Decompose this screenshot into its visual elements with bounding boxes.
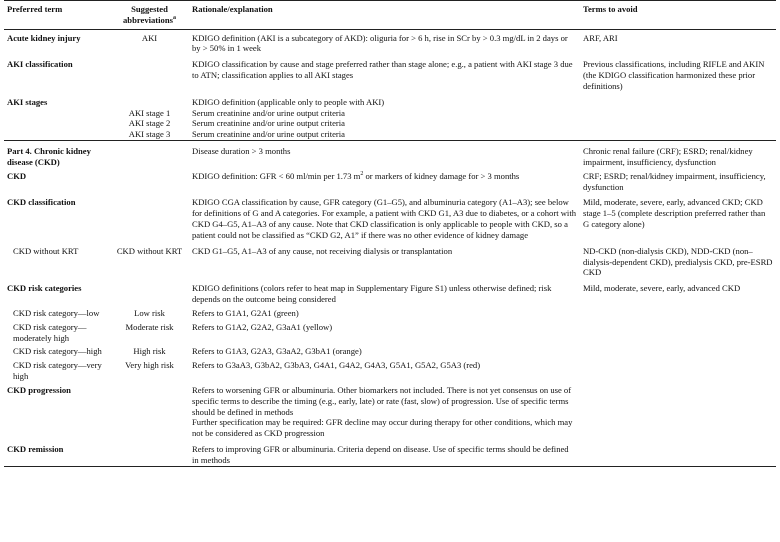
term-cell: CKD remission	[7, 443, 64, 454]
avoid-cell	[580, 439, 776, 466]
avoid-cell	[580, 357, 776, 382]
table-row	[4, 357, 776, 382]
rationale-cell: CKD G1–G5, A1–A3 of any cause, not receiving dialysis or transplantation	[192, 245, 453, 256]
avoid-cell: CRF; ESRD; renal/kidney impairment, insufficiency, dysfunction	[583, 170, 766, 192]
rationale-cell: Serum creatinine and/or urine output criteria	[192, 129, 345, 140]
avoid-cell	[580, 319, 776, 344]
abbr-cell	[110, 278, 189, 305]
abbr-cell	[110, 54, 189, 91]
term-cell: CKD progression	[7, 384, 71, 395]
table-row	[4, 141, 776, 168]
abbr-cell: Moderate risk	[125, 321, 174, 332]
avoid-cell	[580, 382, 776, 439]
table-header	[4, 1, 776, 30]
table-row	[4, 278, 776, 305]
term-cell	[4, 129, 110, 140]
abbr-cell: Very high risk	[125, 360, 174, 371]
table-row	[4, 439, 776, 466]
table-row	[4, 129, 776, 140]
abbr-cell: AKI	[141, 32, 158, 43]
header-preferred-term: Preferred term	[7, 4, 63, 14]
term-cell: AKI classification	[7, 59, 73, 70]
rationale-cell: Serum creatinine and/or urine output criteria	[192, 118, 345, 129]
avoid-cell: ARF, ARI	[583, 32, 618, 43]
rationale-cell: Refers to worsening GFR or albuminuria. Other biomarkers not included. There is not yet consensus on use of specific terms to describe the timing (e.g., early, late) or rate (fast, slow) of progression. Use of specific terms should be defined in methods Further specification may be required: GFR decline may occur during therapy for other conditions, which may not be considered as CKD progression	[192, 384, 573, 439]
table-row	[4, 319, 776, 344]
rationale-cell: Refers to improving GFR or albuminuria. Criteria depend on disease. Use of specific terms should be defined in methods	[192, 443, 569, 465]
rationale-cell: KDIGO definition (AKI is a subcategory of AKD): oliguria for > 6 h, rise in SCr by > 0.3 mg/dL in 2 days or by > 50% in 1 week	[192, 32, 568, 54]
table-row	[4, 305, 776, 319]
abbr-cell: High risk	[133, 346, 166, 357]
table-row	[4, 382, 776, 439]
section-heading: Part 4. Chronic kidney disease (CKD)	[7, 146, 91, 167]
term-cell	[4, 118, 110, 129]
table-row	[4, 54, 776, 91]
avoid-cell: Chronic renal failure (CRF); ESRD; renal/kidney impairment, insufficiency, dysfunction	[583, 146, 753, 167]
table-row	[4, 108, 776, 119]
term-cell: CKD risk categories	[7, 283, 82, 294]
rationale-cell: Serum creatinine and/or urine output criteria	[192, 107, 345, 118]
table-row	[4, 118, 776, 129]
avoid-cell: Mild, moderate, severe, early, advanced CKD	[583, 283, 741, 294]
abbr-cell	[110, 192, 189, 240]
rationale-cell: Refers to G1A1, G2A1 (green)	[192, 307, 299, 318]
rationale-cell: Disease duration > 3 months	[192, 146, 291, 157]
rationale-cell: Refers to G1A2, G2A2, G3aA1 (yellow)	[192, 321, 333, 332]
nomenclature-table	[4, 0, 776, 467]
term-cell: CKD classification	[7, 197, 76, 208]
rationale-cell: KDIGO definition: GFR < 60 ml/min per 1.73 $m^2$ or markers of kidney damage for > 3 months	[192, 170, 520, 181]
term-cell: CKD risk category—very high	[13, 360, 102, 382]
abbr-cell	[110, 168, 189, 193]
avoid-cell: ND-CKD (non-dialysis CKD), NDD-CKD (non–dialysis-dependent CKD), predialysis CKD, pre-ESRD CKD	[583, 245, 773, 278]
abbr-cell	[110, 439, 189, 466]
header-suggested-abbreviations: Suggested abbreviations$^a$	[123, 4, 176, 25]
table-row	[4, 192, 776, 240]
avoid-cell	[580, 108, 776, 119]
term-cell: CKD risk category—low	[13, 307, 100, 318]
term-cell: CKD without KRT	[13, 245, 79, 256]
header-rationale: Rationale/explanation	[192, 4, 273, 14]
term-cell: CKD	[7, 170, 27, 181]
rationale-cell: KDIGO classification by cause and stage preferred rather than stage alone; e.g., a patient with AKI stage 3 due to ATN; classification applies to all AKI stages	[192, 59, 573, 81]
footnote-marker: a	[172, 14, 176, 21]
header-terms-to-avoid: Terms to avoid	[583, 4, 638, 14]
table-row	[4, 92, 776, 108]
abbr-cell: AKI stage 1	[128, 107, 171, 118]
avoid-cell	[580, 118, 776, 129]
avoid-cell: Mild, moderate, severe, early, advanced CKD; CKD stage 1–5 (complete description preferred rather than G category alone)	[583, 197, 766, 230]
table-row	[4, 29, 776, 54]
avoid-cell	[580, 92, 776, 108]
rationale-cell: KDIGO CGA classification by cause, GFR category (G1–G5), and albuminuria category (A1–A3); see below for definitions of G and A categories. For example, a patient with CKD G1, A3 due to diabetes, or a cohort with CKD G4–G5, A1–A3 of any cause. Note that CKD classification is only applicable to people with CKD, so a patient could not be classified as “CKD G2, A1” if there was no other evidence of kidney damage	[192, 197, 577, 240]
term-cell: CKD risk category—high	[13, 346, 102, 357]
avoid-cell	[580, 343, 776, 357]
rationale-cell: KDIGO definitions (colors refer to heat map in Supplementary Figure S1) unless otherwise defined; risk depends on the outcome being considered	[192, 283, 552, 305]
table-row	[4, 168, 776, 193]
term-cell: Acute kidney injury	[7, 32, 81, 43]
rationale-cell: KDIGO definition (applicable only to people with AKI)	[192, 96, 385, 107]
abbr-cell: AKI stage 3	[128, 129, 171, 140]
abbr-cell: AKI stage 2	[128, 118, 171, 129]
table-row	[4, 343, 776, 357]
term-cell	[4, 108, 110, 119]
abbr-cell: CKD without KRT	[116, 245, 183, 256]
abbr-cell: Low risk	[134, 307, 165, 318]
avoid-cell: Previous classifications, including RIFLE and AKIN (the KDIGO classification harmonized these prior definitions)	[583, 59, 765, 91]
abbr-cell	[110, 382, 189, 439]
term-cell: AKI stages	[7, 96, 48, 107]
rationale-cell: Refers to G3aA3, G3bA2, G3bA3, G4A1, G4A2, G4A3, G5A1, G5A2, G5A3 (red)	[192, 360, 481, 371]
abbr-cell	[110, 141, 189, 168]
table-row	[4, 241, 776, 278]
abbr-cell	[110, 92, 189, 108]
avoid-cell	[580, 129, 776, 140]
avoid-cell	[580, 305, 776, 319]
term-cell: CKD risk category—moderately high	[13, 321, 87, 343]
rationale-cell: Refers to G1A3, G2A3, G3aA2, G3bA1 (orange)	[192, 346, 362, 357]
